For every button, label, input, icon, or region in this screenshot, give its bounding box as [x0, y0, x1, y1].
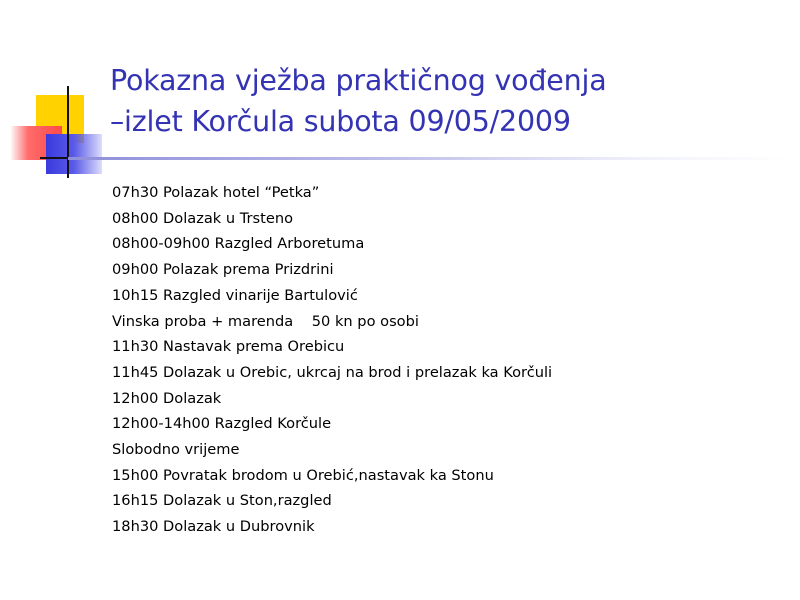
itinerary-item: 10h15 Razgled vinarije Bartulović — [112, 286, 358, 304]
decorative-horizontal-line — [40, 157, 70, 159]
itinerary-item: 16h15 Dolazak u Ston,razgled — [112, 492, 332, 510]
slide-title — [110, 60, 770, 142]
itinerary-item: Slobodno vrijeme — [112, 441, 240, 459]
itinerary-item: 18h30 Dolazak u Dubrovnik — [112, 518, 315, 536]
itinerary-item: 07h30 Polazak hotel “Petka” — [112, 184, 320, 201]
title-line-1: Pokazna vježba praktičnog vođenja — [110, 64, 607, 97]
title-line-2: –izlet Korčula subota 09/05/2009 — [110, 105, 571, 138]
itinerary-item: Vinska proba + marenda 50 kn po osobi — [112, 312, 419, 330]
itinerary-item: 11h45 Dolazak u Orebic, ukrcaj na brod i prelazak ka Korčuli — [112, 363, 553, 381]
itinerary-item: 12h00-14h00 Razgled Korčule — [112, 415, 332, 433]
itinerary-item: 08h00-09h00 Razgled Arboretuma — [112, 235, 365, 253]
title-underline — [68, 157, 788, 160]
itinerary-list — [112, 180, 552, 540]
itinerary-item: 08h00 Dolazak u Trsteno — [112, 209, 294, 227]
itinerary-item: 11h30 Nastavak prema Orebicu — [112, 338, 345, 356]
itinerary-item: 12h00 Dolazak — [112, 389, 222, 407]
itinerary-item: 15h00 Povratak brodom u Orebić,nastavak ka Stonu — [112, 466, 494, 484]
itinerary-item: 09h00 Polazak prema Prizdrini — [112, 261, 334, 279]
decorative-blue-bar — [46, 134, 102, 174]
decorative-vertical-line — [67, 86, 69, 178]
